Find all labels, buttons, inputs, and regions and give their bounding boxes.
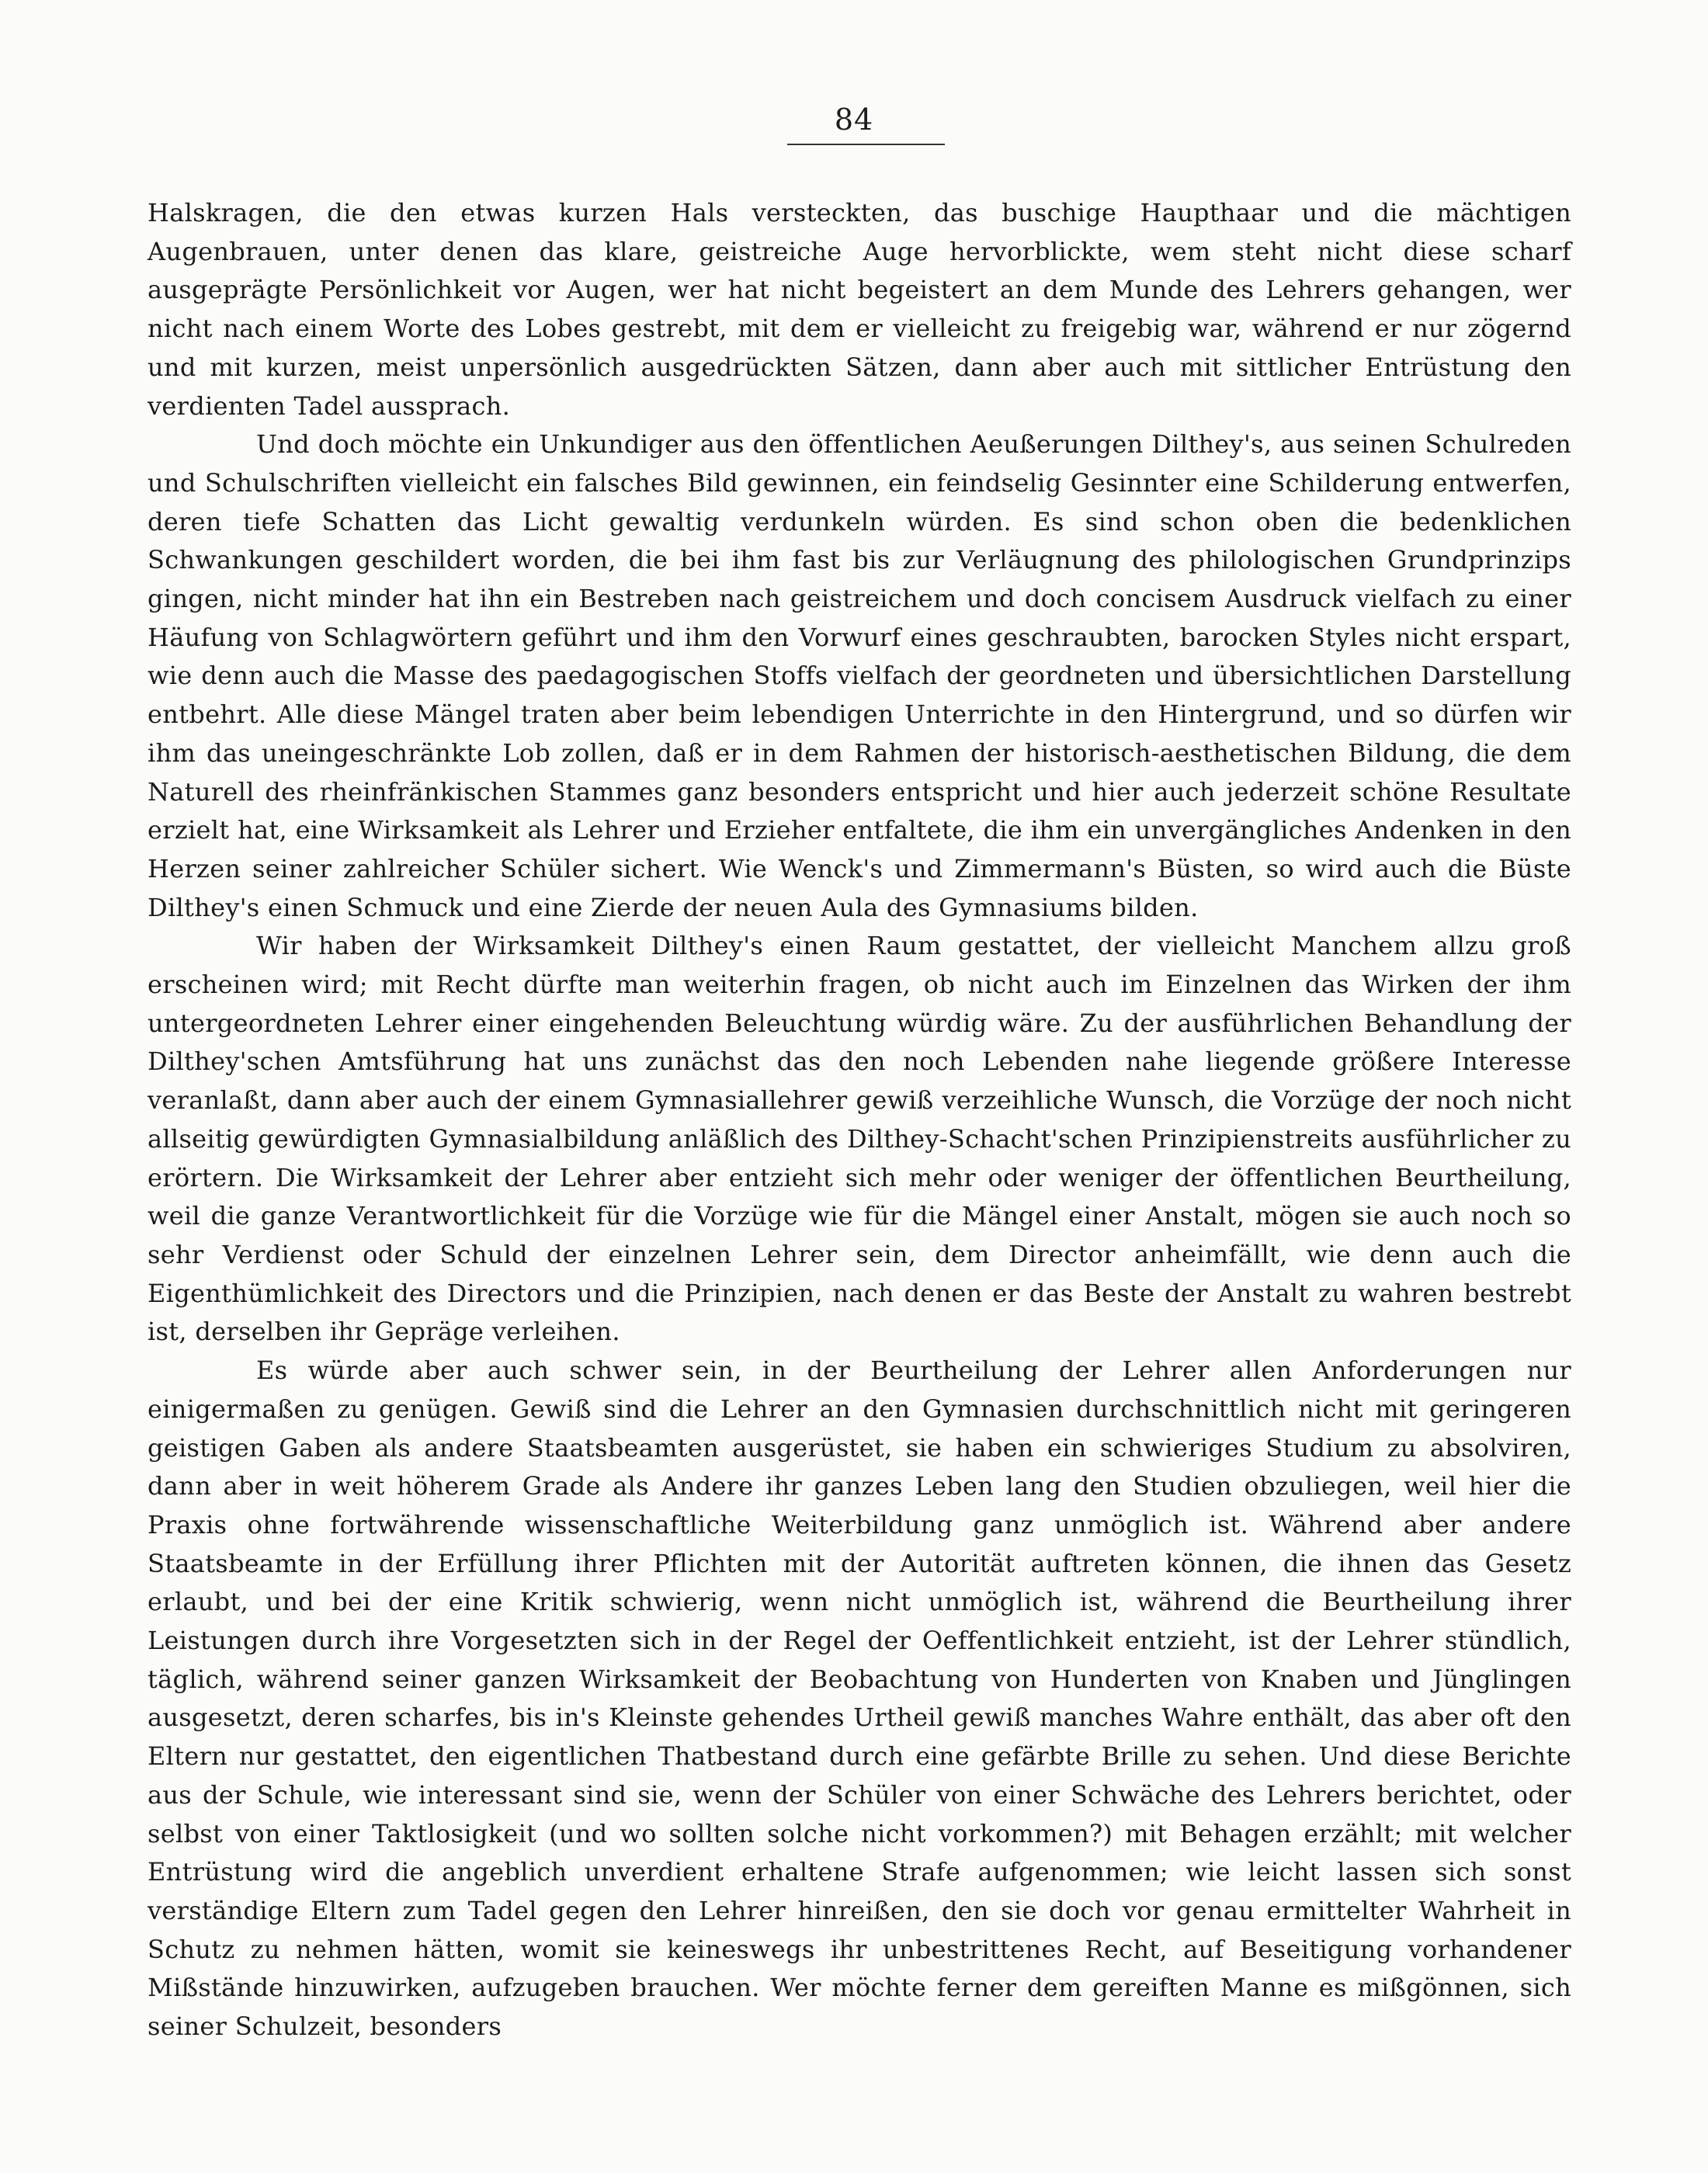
paragraph: Wir haben der Wirksamkeit Dilthey's einen Raum gestattet, der vielleicht Manchem allzu groß erscheinen wird; mit Recht dürfte man weiterhin fragen, ob nicht auch im Einzelnen das Wirken der ihm untergeordneten Lehrer einer eingehenden Beleuchtung würdig wäre. Zu der ausführlichen Behandlung der Dilthey'schen Amtsführung hat uns zunächst das den noch Lebenden nahe liegende größere Interesse veranlaßt, dann aber auch der einem Gymnasiallehrer gewiß verzeihliche Wunsch, die Vorzüge der noch nicht allseitig gewürdigten Gymnasialbildung anläßlich des Dilthey-Schacht'schen Prinzipienstreits ausführlicher zu erörtern. Die Wirksamkeit der Lehrer aber entzieht sich mehr oder weniger der öffentlichen Beurtheilung, weil die ganze Verantwortlichkeit für die Vorzüge wie für die Mängel einer Anstalt, mögen sie auch noch so sehr Verdienst oder Schuld der einzelnen Lehrer sein, dem Director anheimfällt, wie denn auch die Eigenthümlichkeit des Directors und die Prinzipien, nach denen er das Beste der Anstalt zu wahren bestrebt ist, derselben ihr Gepräge verleihen. bbox=[148, 931, 1571, 1347]
paragraph: Es würde aber auch schwer sein, in der Beurtheilung der Lehrer allen Anforderungen nur einigermaßen zu genügen. Gewiß sind die Lehrer an den Gymnasien durchschnittlich nicht mit geringeren geistigen Gaben als andere Staatsbeamten ausgerüstet, sie haben ein schwieriges Studium zu absolviren, dann aber in weit höherem Grade als Andere ihr ganzes Leben lang den Studien obzuliegen, weil hier die Praxis ohne fortwährende wissenschaftliche Weiterbildung ganz unmöglich ist. Während aber andere Staatsbeamte in der Erfüllung ihrer Pflichten mit der Autorität auftreten können, die ihnen das Gesetz erlaubt, und bei der eine Kritik schwierig, wenn nicht unmöglich ist, während die Beurtheilung ihrer Leistungen durch ihre Vorgesetzten sich in der Regel der Oeffentlichkeit entzieht, ist der Lehrer stündlich, täglich, während seiner ganzen Wirksamkeit der Beobachtung von Hunderten von Knaben und Jünglingen ausgesetzt, deren scharfes, bis in's Kleinste gehendes Urtheil gewiß manches Wahre enthält, das aber oft den Eltern nur gestattet, den eigentlichen Thatbestand durch eine gefärbte Brille zu sehen. Und diese Berichte aus der Schule, wie interessant sind sie, wenn der Schüler von einer Schwäche des Lehrers berichtet, oder selbst von einer Taktlosigkeit (und wo sollten solche nicht vorkommen?) mit Behagen erzählt; mit welcher Entrüstung wird die angeblich unverdient erhaltene Strafe aufgenommen; wie leicht lassen sich sonst verständige Eltern zum Tadel gegen den Lehrer hinreißen, den sie doch vor genau ermittelter Wahrheit in Schutz zu nehmen hätten, womit sie keineswegs ihr unbestrittenes Recht, auf Beseitigung vorhandener Mißstände hinzuwirken, aufzugeben brauchen. Wer möchte ferner dem gereiften Manne es mißgönnen, sich seiner Schulzeit, besonders bbox=[148, 1356, 1571, 2042]
page-number: 84 bbox=[834, 102, 874, 137]
paragraph-continuation: Halskragen, die den etwas kurzen Hals versteckten, das buschige Haupthaar und die mächtigen Augenbrauen, unter denen das klare, geistreiche Auge hervorblickte, wem steht nicht diese scharf ausgeprägte Persönlichkeit vor Augen, wer hat nicht begeistert an dem Munde des Lehrers gehangen, wer nicht nach einem Worte des Lobes gestrebt, mit dem er vielleicht zu freigebig war, während er nur zögernd und mit kurzen, meist unpersönlich ausgedrückten Sätzen, dann aber auch mit sittlicher Entrüstung den verdienten Tadel aussprach. bbox=[148, 198, 1571, 421]
body-text bbox=[148, 194, 1571, 2046]
header-rule bbox=[787, 144, 945, 145]
paragraph: Und doch möchte ein Unkundiger aus den öffentlichen Aeußerungen Dilthey's, aus seinen Schulreden und Schulschriften vielleicht ein falsches Bild gewinnen, ein feindselig Gesinnter eine Schilderung entwerfen, deren tiefe Schatten das Licht gewaltig verdunkeln würden. Es sind schon oben die bedenklichen Schwankungen geschildert worden, die bei ihm fast bis zur Verläugnung des philologischen Grundprinzips gingen, nicht minder hat ihn ein Bestreben nach geistreichem und doch concisem Ausdruck vielfach zu einer Häufung von Schlagwörtern geführt und ihm den Vorwurf eines geschraubten, barocken Styles nicht erspart, wie denn auch die Masse des paedagogischen Stoffs vielfach der geordneten und übersichtlichen Darstellung entbehrt. Alle diese Mängel traten aber beim lebendigen Unterrichte in den Hintergrund, und so dürfen wir ihm das uneingeschränkte Lob zollen, daß er in dem Rahmen der historisch-aesthetischen Bildung, die dem Naturell des rheinfränkischen Stammes ganz besonders entspricht und hier auch jederzeit schöne Resultate erzielt hat, eine Wirksamkeit als Lehrer und Erzieher entfaltete, die ihm ein unvergängliches Andenken in den Herzen seiner zahlreicher Schüler sichert. Wie Wenck's und Zimmermann's Büsten, so wird auch die Büste Dilthey's einen Schmuck und eine Zierde der neuen Aula des Gymnasiums bilden. bbox=[148, 429, 1571, 922]
